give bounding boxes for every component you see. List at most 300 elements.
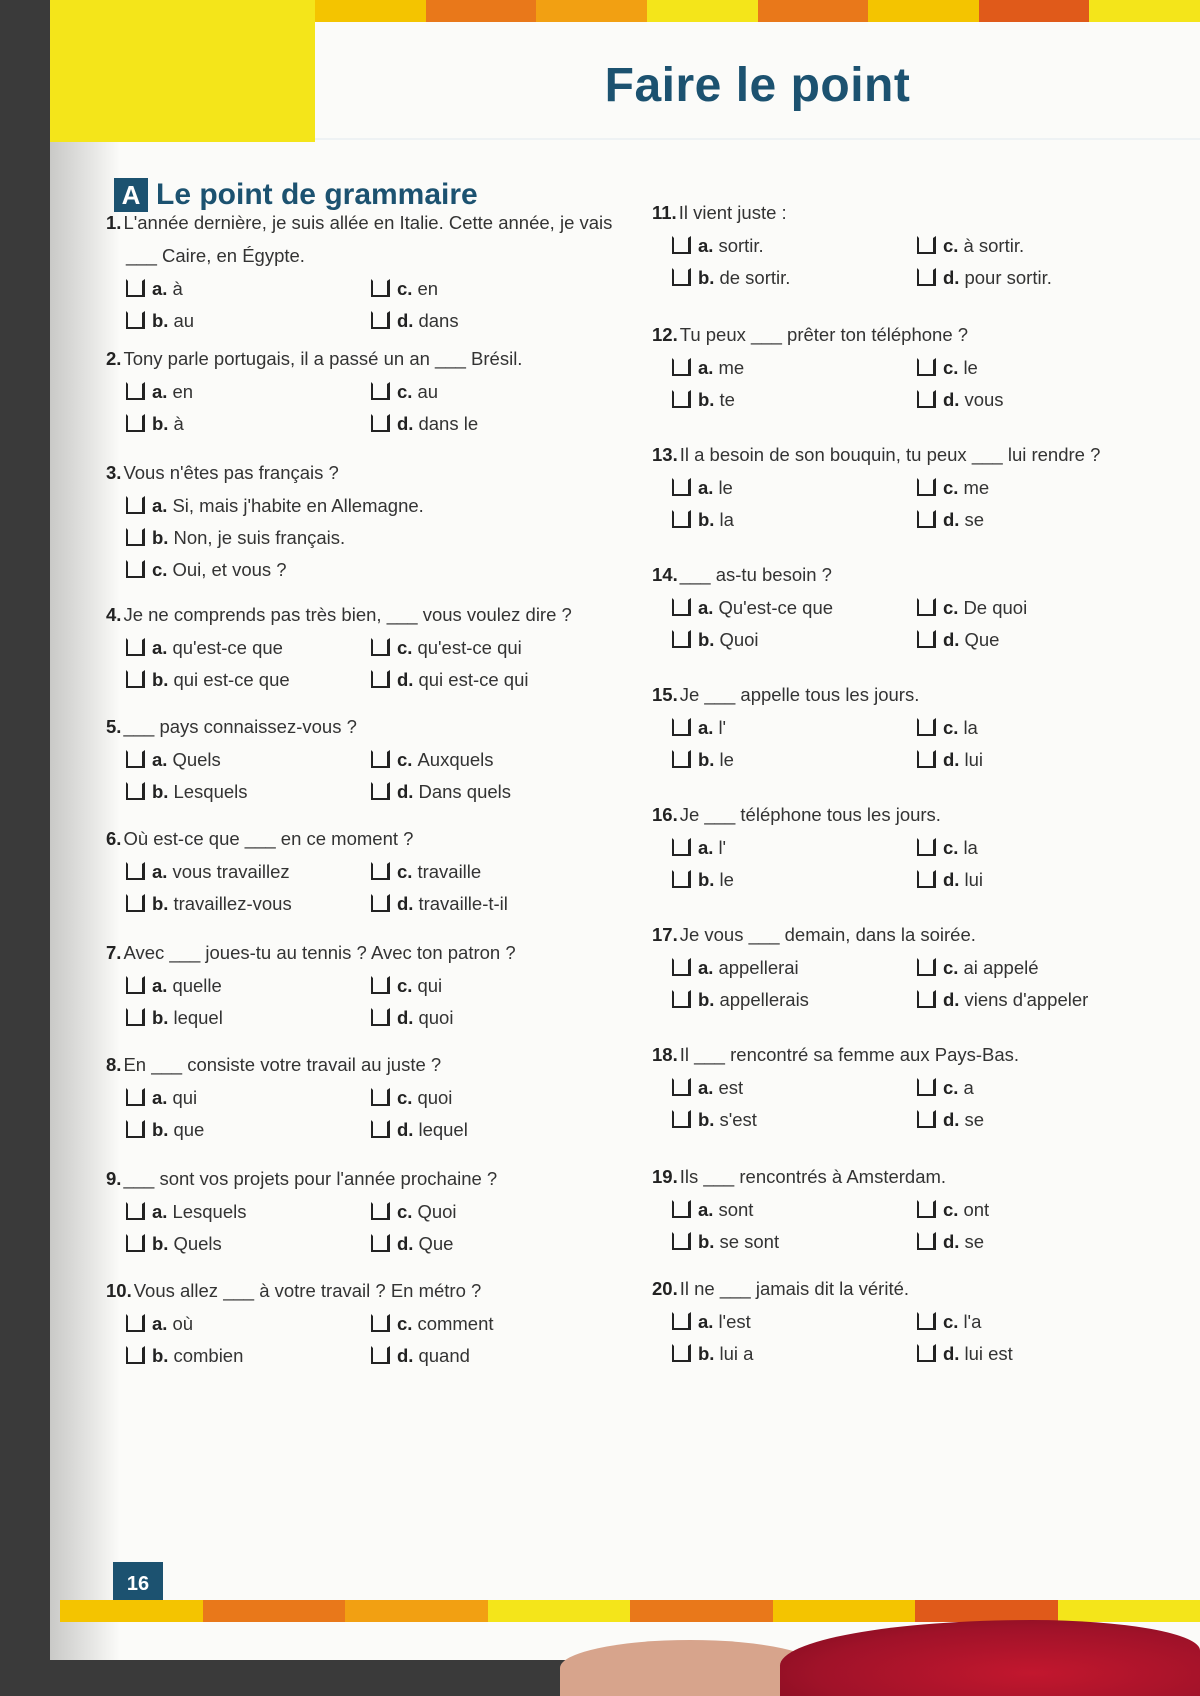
checkbox-icon[interactable] — [917, 598, 936, 616]
answer-option[interactable] — [126, 969, 371, 1001]
answer-option[interactable] — [917, 503, 1162, 535]
question-text — [652, 1160, 1162, 1193]
answer-option[interactable] — [371, 1339, 616, 1371]
checkbox-icon[interactable] — [917, 358, 936, 376]
option-text: l' — [718, 716, 727, 738]
checkbox-icon[interactable] — [672, 990, 691, 1008]
checkbox-icon[interactable] — [371, 1202, 390, 1220]
checkbox-icon[interactable] — [917, 236, 936, 254]
answer-options — [106, 1081, 616, 1145]
answer-option[interactable] — [371, 375, 616, 407]
answer-options — [106, 489, 616, 585]
answer-option[interactable] — [126, 1195, 371, 1227]
option-letter: a. — [152, 748, 168, 770]
answer-option[interactable] — [917, 623, 1162, 655]
option-text: pour sortir. — [964, 266, 1052, 288]
checkbox-icon[interactable] — [371, 311, 390, 329]
checkbox-icon[interactable] — [371, 1120, 390, 1138]
option-letter: c. — [397, 748, 413, 770]
checkbox-icon[interactable] — [672, 630, 691, 648]
option-letter: c. — [397, 636, 413, 658]
checkbox-icon[interactable] — [126, 1120, 145, 1138]
option-text: au — [173, 309, 195, 331]
checkbox-icon[interactable] — [917, 630, 936, 648]
checkbox-icon[interactable] — [917, 478, 936, 496]
checkbox-icon[interactable] — [126, 750, 145, 768]
question-text — [652, 558, 1162, 591]
checkbox-icon[interactable] — [371, 1314, 390, 1332]
answer-option[interactable] — [917, 1305, 1162, 1337]
option-text: appellerai — [718, 956, 799, 978]
checkbox-icon[interactable] — [371, 279, 390, 297]
option-letter: b. — [152, 526, 169, 548]
strip-segment — [345, 1600, 488, 1622]
checkbox-icon[interactable] — [917, 1344, 936, 1362]
checkbox-icon[interactable] — [126, 1008, 145, 1026]
answer-option[interactable] — [917, 711, 1162, 743]
answer-option[interactable] — [126, 407, 371, 439]
answer-option[interactable] — [672, 1071, 917, 1103]
checkbox-icon[interactable] — [672, 838, 691, 856]
strip-segment — [1089, 0, 1200, 22]
option-letter: d. — [397, 309, 414, 331]
question-prompt: Vous allez ___ à votre travail ? En métro ? — [133, 1280, 482, 1301]
answer-option[interactable] — [371, 855, 616, 887]
option-letter: c. — [943, 836, 959, 858]
checkbox-icon[interactable] — [126, 414, 145, 432]
option-letter: b. — [152, 1232, 169, 1254]
answer-option[interactable] — [917, 591, 1162, 623]
answer-option[interactable] — [672, 951, 917, 983]
answer-options — [652, 1071, 1162, 1135]
answer-option[interactable] — [371, 1195, 616, 1227]
checkbox-icon[interactable] — [672, 478, 691, 496]
question-number: 20. — [652, 1278, 678, 1299]
answer-option[interactable] — [371, 743, 616, 775]
question-number: 13. — [652, 444, 678, 465]
answer-option[interactable] — [672, 983, 917, 1015]
answer-option[interactable] — [672, 863, 917, 895]
question-prompt: Je vous ___ demain, dans la soirée. — [679, 924, 976, 945]
option-text: à — [172, 277, 183, 299]
yellow-corner-block — [50, 0, 315, 142]
checkbox-icon[interactable] — [672, 1232, 691, 1250]
option-text: de sortir. — [719, 266, 791, 288]
answer-option[interactable] — [917, 863, 1162, 895]
answer-option[interactable] — [672, 591, 917, 623]
option-letter: c. — [943, 956, 959, 978]
answer-option[interactable] — [126, 631, 371, 663]
strip-segment — [868, 0, 979, 22]
option-text: lequel — [418, 1118, 468, 1140]
answer-option[interactable] — [917, 383, 1162, 415]
answer-option[interactable] — [672, 1305, 917, 1337]
question-number: 15. — [652, 684, 678, 705]
answer-option[interactable] — [371, 304, 616, 336]
answer-option[interactable] — [917, 351, 1162, 383]
option-text: Si, mais j'habite en Allemagne. — [172, 494, 424, 516]
checkbox-icon[interactable] — [126, 1346, 145, 1364]
question-prompt: Je ___ téléphone tous les jours. — [679, 804, 941, 825]
question-item — [652, 318, 1162, 415]
answer-option[interactable] — [126, 489, 616, 521]
strip-segment — [773, 1600, 916, 1622]
answer-option[interactable] — [126, 553, 616, 585]
checkbox-icon[interactable] — [917, 1200, 936, 1218]
checkbox-icon[interactable] — [672, 1078, 691, 1096]
checkbox-icon[interactable] — [672, 390, 691, 408]
option-text: lui — [964, 748, 983, 770]
checkbox-icon[interactable] — [126, 382, 145, 400]
option-letter: c. — [397, 1086, 413, 1108]
checkbox-icon[interactable] — [917, 1078, 936, 1096]
answer-option[interactable] — [126, 743, 371, 775]
checkbox-icon[interactable] — [371, 1008, 390, 1026]
option-text: qui — [417, 974, 443, 996]
checkbox-icon[interactable] — [917, 1232, 936, 1250]
option-text: quoi — [417, 1086, 453, 1108]
answer-option[interactable] — [917, 983, 1162, 1015]
option-letter: b. — [698, 1342, 715, 1364]
question-prompt: L'année dernière, je suis allée en Italie. Cette année, je vais — [123, 212, 613, 233]
answer-option[interactable] — [371, 1227, 616, 1259]
option-letter: c. — [943, 234, 959, 256]
option-letter: a. — [698, 476, 714, 498]
option-text: l'a — [963, 1310, 982, 1332]
answer-option[interactable] — [371, 631, 616, 663]
option-letter: a. — [698, 1076, 714, 1098]
option-text: travaille — [417, 860, 482, 882]
option-text: dans — [418, 309, 459, 331]
checkbox-icon[interactable] — [371, 414, 390, 432]
answer-option[interactable] — [672, 831, 917, 863]
answer-option[interactable] — [917, 951, 1162, 983]
question-prompt-continued: ___ Caire, en Égypte. — [126, 245, 305, 266]
answer-option[interactable] — [126, 855, 371, 887]
option-text: au — [417, 380, 439, 402]
answer-option[interactable] — [917, 229, 1162, 261]
checkbox-icon[interactable] — [371, 670, 390, 688]
option-text: quand — [418, 1344, 470, 1366]
question-number: 7. — [106, 942, 122, 963]
strip-segment — [203, 1600, 346, 1622]
checkbox-icon[interactable] — [672, 358, 691, 376]
answer-option[interactable] — [126, 663, 371, 695]
answer-option[interactable] — [371, 969, 616, 1001]
answer-option[interactable] — [371, 887, 616, 919]
answer-option[interactable] — [917, 261, 1162, 293]
option-letter: b. — [698, 1108, 715, 1130]
checkbox-icon[interactable] — [126, 1202, 145, 1220]
option-letter: c. — [397, 1312, 413, 1334]
option-text: le — [963, 356, 978, 378]
checkbox-icon[interactable] — [917, 390, 936, 408]
answer-options — [652, 229, 1162, 293]
question-item — [106, 598, 616, 695]
answer-options — [106, 1307, 616, 1371]
question-number: 1. — [106, 212, 122, 233]
option-letter: b. — [152, 309, 169, 331]
option-text: a — [963, 1076, 974, 1098]
answer-option[interactable] — [371, 1113, 616, 1145]
option-letter: b. — [152, 1006, 169, 1028]
question-item — [652, 1272, 1162, 1369]
option-letter: b. — [698, 868, 715, 890]
checkbox-icon[interactable] — [672, 1110, 691, 1128]
answer-option[interactable] — [371, 272, 616, 304]
question-prompt: Tony parle portugais, il a passé un an ___ Brésil. — [123, 348, 523, 369]
question-text — [106, 1162, 616, 1195]
answer-option[interactable] — [126, 272, 371, 304]
option-letter: a. — [698, 716, 714, 738]
question-text — [652, 318, 1162, 351]
checkbox-icon[interactable] — [917, 1110, 936, 1128]
question-item — [652, 558, 1162, 655]
option-text: Auxquels — [417, 748, 494, 770]
answer-option[interactable] — [371, 775, 616, 807]
option-text: Que — [418, 1232, 454, 1254]
option-letter: b. — [698, 388, 715, 410]
checkbox-icon[interactable] — [672, 268, 691, 286]
option-letter: c. — [943, 596, 959, 618]
checkbox-icon[interactable] — [917, 838, 936, 856]
checkbox-icon[interactable] — [917, 510, 936, 528]
strip-segment — [630, 1600, 773, 1622]
option-letter: d. — [943, 988, 960, 1010]
answer-option[interactable] — [126, 1113, 371, 1145]
question-item — [106, 710, 616, 807]
question-prompt: Il ne ___ jamais dit la vérité. — [679, 1278, 910, 1299]
question-text — [106, 1048, 616, 1081]
answer-option[interactable] — [672, 1193, 917, 1225]
answer-option[interactable] — [126, 1227, 371, 1259]
option-text: se — [964, 508, 984, 530]
answer-option[interactable] — [917, 1337, 1162, 1369]
question-number: 12. — [652, 324, 678, 345]
answer-options — [652, 951, 1162, 1015]
checkbox-icon[interactable] — [126, 279, 145, 297]
checkbox-icon[interactable] — [126, 670, 145, 688]
answer-option[interactable] — [672, 503, 917, 535]
option-text: Oui, et vous ? — [172, 558, 287, 580]
option-text: qui est-ce qui — [418, 668, 529, 690]
checkbox-icon[interactable] — [371, 862, 390, 880]
answer-option[interactable] — [126, 887, 371, 919]
answer-options — [652, 831, 1162, 895]
checkbox-icon[interactable] — [371, 782, 390, 800]
answer-option[interactable] — [672, 351, 917, 383]
checkbox-icon[interactable] — [126, 976, 145, 994]
checkbox-icon[interactable] — [917, 958, 936, 976]
question-number: 11. — [652, 202, 677, 223]
option-text: est — [718, 1076, 744, 1098]
answer-option[interactable] — [126, 375, 371, 407]
option-letter: a. — [152, 1200, 168, 1222]
checkbox-icon[interactable] — [917, 1312, 936, 1330]
option-text: lui a — [719, 1342, 754, 1364]
answer-options — [652, 351, 1162, 415]
answer-option[interactable] — [672, 623, 917, 655]
answer-option[interactable] — [126, 1001, 371, 1033]
question-text — [106, 206, 616, 239]
answer-option[interactable] — [672, 711, 917, 743]
answer-options — [106, 1195, 616, 1259]
answer-option[interactable] — [672, 1103, 917, 1135]
option-text: que — [173, 1118, 205, 1140]
question-prompt: ___ pays connaissez-vous ? — [123, 716, 357, 737]
checkbox-icon[interactable] — [371, 382, 390, 400]
checkbox-icon[interactable] — [126, 862, 145, 880]
answer-option[interactable] — [672, 383, 917, 415]
question-number: 5. — [106, 716, 122, 737]
option-letter: b. — [152, 668, 169, 690]
page-number: 16 — [113, 1562, 163, 1606]
question-text — [652, 1038, 1162, 1071]
checkbox-icon[interactable] — [917, 870, 936, 888]
checkbox-icon[interactable] — [371, 1234, 390, 1252]
answer-option[interactable] — [917, 743, 1162, 775]
question-prompt: Je ne comprends pas très bien, ___ vous voulez dire ? — [123, 604, 572, 625]
answer-option[interactable] — [371, 663, 616, 695]
question-prompt: Il vient juste : — [678, 202, 787, 223]
answer-option[interactable] — [672, 261, 917, 293]
checkbox-icon[interactable] — [672, 1200, 691, 1218]
answer-option[interactable] — [917, 1103, 1162, 1135]
question-number: 4. — [106, 604, 122, 625]
answer-option[interactable] — [126, 775, 371, 807]
option-text: lui — [964, 868, 983, 890]
option-text: quoi — [418, 1006, 454, 1028]
question-text — [106, 936, 616, 969]
option-letter: b. — [698, 988, 715, 1010]
answer-option[interactable] — [917, 471, 1162, 503]
answer-option[interactable] — [917, 1193, 1162, 1225]
checkbox-icon[interactable] — [126, 894, 145, 912]
option-text: Non, je suis français. — [173, 526, 346, 548]
answer-option[interactable] — [371, 407, 616, 439]
answer-option[interactable] — [371, 1307, 616, 1339]
checkbox-icon[interactable] — [371, 638, 390, 656]
question-text — [652, 1272, 1162, 1305]
answer-option[interactable] — [917, 831, 1162, 863]
answer-option[interactable] — [126, 521, 616, 553]
answer-option[interactable] — [126, 1339, 371, 1371]
answer-option[interactable] — [672, 743, 917, 775]
option-text: qu'est-ce qui — [417, 636, 522, 658]
checkbox-icon[interactable] — [672, 236, 691, 254]
checkbox-icon[interactable] — [672, 1312, 691, 1330]
option-text: la — [963, 836, 978, 858]
option-letter: d. — [397, 668, 414, 690]
option-text: la — [963, 716, 978, 738]
question-text — [652, 196, 1162, 229]
option-text: dans le — [418, 412, 479, 434]
checkbox-icon[interactable] — [917, 268, 936, 286]
checkbox-icon[interactable] — [126, 311, 145, 329]
answer-option[interactable] — [672, 1337, 917, 1369]
option-letter: a. — [698, 956, 714, 978]
answer-option[interactable] — [371, 1001, 616, 1033]
option-letter: b. — [698, 748, 715, 770]
checkbox-icon[interactable] — [917, 718, 936, 736]
checkbox-icon[interactable] — [672, 870, 691, 888]
checkbox-icon[interactable] — [917, 750, 936, 768]
answer-option[interactable] — [126, 1081, 371, 1113]
strip-segment — [60, 1600, 203, 1622]
checkbox-icon[interactable] — [371, 750, 390, 768]
option-text: l'est — [718, 1310, 751, 1332]
option-letter: a. — [152, 494, 168, 516]
checkbox-icon[interactable] — [917, 990, 936, 1008]
checkbox-icon[interactable] — [672, 750, 691, 768]
checkbox-icon[interactable] — [126, 638, 145, 656]
answer-option[interactable] — [126, 304, 371, 336]
option-text: qui — [172, 1086, 198, 1108]
question-item — [652, 1038, 1162, 1135]
question-number: 17. — [652, 924, 678, 945]
checkbox-icon[interactable] — [371, 1346, 390, 1364]
option-letter: d. — [397, 412, 414, 434]
option-text: ont — [963, 1198, 990, 1220]
option-text: Lesquels — [173, 780, 248, 802]
checkbox-icon[interactable] — [672, 958, 691, 976]
answer-option[interactable] — [672, 471, 917, 503]
checkbox-icon[interactable] — [126, 560, 145, 578]
checkbox-icon[interactable] — [126, 782, 145, 800]
question-text — [106, 1274, 616, 1307]
checkbox-icon[interactable] — [672, 718, 691, 736]
answer-option[interactable] — [126, 1307, 371, 1339]
question-text — [106, 342, 616, 375]
option-text: combien — [173, 1344, 244, 1366]
checkbox-icon[interactable] — [672, 510, 691, 528]
option-letter: d. — [943, 1230, 960, 1252]
page-title: Faire le point — [604, 59, 911, 112]
answer-option[interactable] — [917, 1071, 1162, 1103]
checkbox-icon[interactable] — [126, 1088, 145, 1106]
checkbox-icon[interactable] — [371, 894, 390, 912]
strip-segment — [979, 0, 1090, 22]
question-prompt: ___ as-tu besoin ? — [679, 564, 832, 585]
answer-option[interactable] — [672, 1225, 917, 1257]
option-letter: c. — [943, 716, 959, 738]
checkbox-icon[interactable] — [672, 1344, 691, 1362]
checkbox-icon[interactable] — [126, 528, 145, 546]
question-prompt: Ils ___ rencontrés à Amsterdam. — [679, 1166, 947, 1187]
answer-option[interactable] — [917, 1225, 1162, 1257]
option-text: en — [417, 277, 439, 299]
option-letter: b. — [152, 412, 169, 434]
answer-options — [106, 743, 616, 807]
option-text: sont — [718, 1198, 754, 1220]
answer-option[interactable] — [672, 229, 917, 261]
checkbox-icon[interactable] — [672, 598, 691, 616]
checkbox-icon[interactable] — [126, 496, 145, 514]
option-letter: a. — [698, 596, 714, 618]
option-letter: a. — [698, 1310, 714, 1332]
option-text: qu'est-ce que — [172, 636, 283, 658]
checkbox-icon[interactable] — [371, 1088, 390, 1106]
option-letter: c. — [397, 1200, 413, 1222]
strip-segment — [315, 0, 426, 22]
checkbox-icon[interactable] — [126, 1234, 145, 1252]
option-text: quelle — [172, 974, 222, 996]
option-text: le — [718, 476, 733, 498]
checkbox-icon[interactable] — [126, 1314, 145, 1332]
question-prompt: Avec ___ joues-tu au tennis ? Avec ton patron ? — [123, 942, 516, 963]
checkbox-icon[interactable] — [371, 976, 390, 994]
answer-option[interactable] — [371, 1081, 616, 1113]
